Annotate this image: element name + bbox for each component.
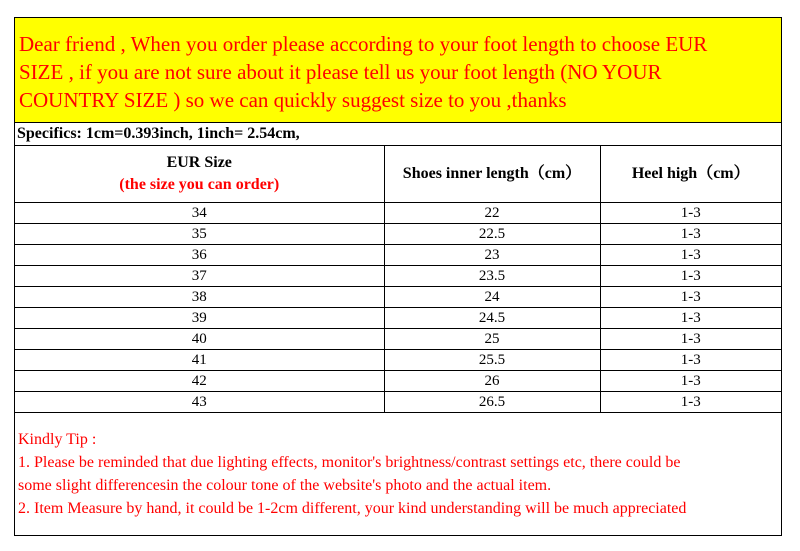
- table-row: [15, 307, 781, 328]
- tip-line: 1. Please be reminded that due lighting effects, monitor's brightness/contrast settings etc, there could be: [18, 454, 681, 471]
- heel-high-cell: 1-3: [600, 223, 781, 244]
- eur-size-cell: 40: [15, 328, 384, 349]
- eur-size-cell: 42: [15, 370, 384, 391]
- heel-high-cell: 1-3: [600, 349, 781, 370]
- table-row: [15, 265, 781, 286]
- inner-length-cell: 26.5: [384, 391, 600, 412]
- eur-size-cell: 35: [15, 223, 384, 244]
- heel-high-cell: 1-3: [600, 286, 781, 307]
- table-row: [15, 286, 781, 307]
- tip-line: 2. Item Measure by hand, it could be 1-2cm different, your kind understanding will be much appreciated: [18, 500, 687, 517]
- tip-title: Kindly Tip :: [18, 431, 97, 448]
- size-table-body: [15, 202, 781, 412]
- heel-high-cell: 1-3: [600, 202, 781, 223]
- inner-length-cell: 25: [384, 328, 600, 349]
- eur-size-cell: 38: [15, 286, 384, 307]
- notice-line: COUNTRY SIZE ) so we can quickly suggest size to you ,thanks: [19, 88, 567, 112]
- table-row: [15, 202, 781, 223]
- inner-length-cell: 25.5: [384, 349, 600, 370]
- inner-length-cell: 22: [384, 202, 600, 223]
- tip-line: some slight differencesin the colour tone of the website's photo and the actual item.: [18, 477, 552, 494]
- table-row: [15, 349, 781, 370]
- heel-high-cell: 1-3: [600, 370, 781, 391]
- notice-line: SIZE , if you are not sure about it please tell us your foot length (NO YOUR: [19, 60, 662, 84]
- size-table: [15, 146, 781, 413]
- inner-length-header: Shoes inner length（cm）: [384, 146, 600, 202]
- inner-length-cell: 24: [384, 286, 600, 307]
- heel-high-cell: 1-3: [600, 244, 781, 265]
- eur-size-header: [15, 146, 384, 202]
- eur-size-cell: 36: [15, 244, 384, 265]
- kindly-tip: [15, 412, 781, 520]
- table-row: [15, 328, 781, 349]
- table-row: [15, 370, 781, 391]
- eur-size-note: (the size you can order): [119, 175, 280, 193]
- inner-length-cell: 22.5: [384, 223, 600, 244]
- table-row: [15, 391, 781, 412]
- table-row: [15, 223, 781, 244]
- eur-size-cell: 43: [15, 391, 384, 412]
- heel-high-cell: 1-3: [600, 391, 781, 412]
- notice-line: Dear friend , When you order please according to your foot length to choose EUR: [19, 32, 708, 56]
- inner-length-cell: 24.5: [384, 307, 600, 328]
- inner-length-cell: 23.5: [384, 265, 600, 286]
- eur-size-cell: 41: [15, 349, 384, 370]
- table-row: [15, 244, 781, 265]
- heel-high-cell: 1-3: [600, 307, 781, 328]
- eur-size-label: EUR Size: [166, 153, 232, 171]
- inner-length-cell: 26: [384, 370, 600, 391]
- eur-size-cell: 34: [15, 202, 384, 223]
- table-header-row: [15, 146, 781, 202]
- heel-high-header: Heel high（cm）: [600, 146, 781, 202]
- inner-length-cell: 23: [384, 244, 600, 265]
- unit-conversion-note: Specifics: 1cm=0.393inch, 1inch= 2.54cm,: [15, 123, 781, 146]
- eur-size-cell: 37: [15, 265, 384, 286]
- heel-high-cell: 1-3: [600, 328, 781, 349]
- heel-high-cell: 1-3: [600, 265, 781, 286]
- eur-size-cell: 39: [15, 307, 384, 328]
- size-chart-frame: [14, 17, 782, 536]
- order-notice: [15, 18, 781, 123]
